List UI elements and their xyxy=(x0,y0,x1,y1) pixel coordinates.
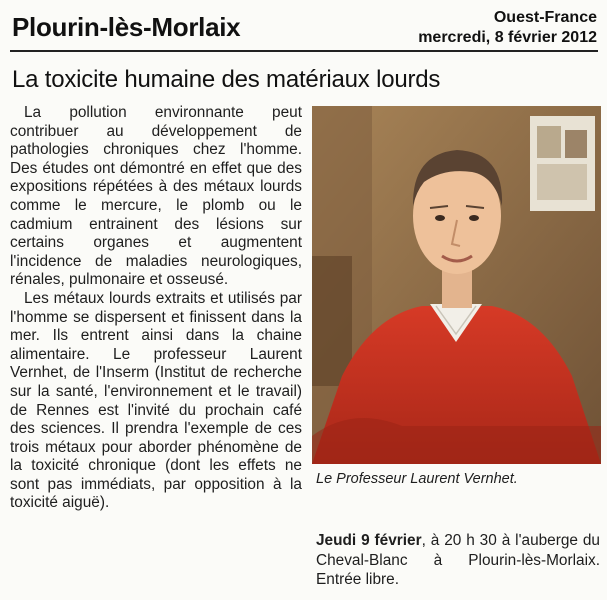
article-body xyxy=(10,104,302,513)
header-rule xyxy=(10,50,598,52)
article-headline: La toxicite humaine des matériaux lourds xyxy=(12,66,441,93)
article-paragraph-1: La pollution environnante peut contribuer au développement de pathologies chroniques chez l'homme. Des études ont démontré en effet que des expositions répétées à des métaux lourds comme le mercure, le plomb ou le cadmium entrainent des lésions sur certains organes et augmentent l'incidence de maladies neurologiques, rénales, pulmonaire et osseusé. xyxy=(10,104,302,289)
photo-caption: Le Professeur Laurent Vernhet. xyxy=(316,471,518,487)
event-info xyxy=(316,531,600,590)
portrait-illustration xyxy=(312,106,601,464)
event-date: Jeudi 9 février xyxy=(316,532,422,549)
newspaper-name: Ouest-France xyxy=(493,9,597,26)
publication-date: mercredi, 8 février 2012 xyxy=(418,29,597,46)
article-paragraph-2: Les métaux lourds extraits et utilisés par l'homme se dispersent et finissent dans la mer. Ils entrent ainsi dans la chaine alimentaire. Le professeur Laurent Vernhet, de l'Inserm (Institut de recherche sur la santé, l'environnement et le travail) de Rennes est l'invité du prochain café des sciences. Il prendra l'exemple de ces trois métaux pour aborder phénomène de la toxicité chronique (dont les effets ne sont pas immédiats, par opposition à la toxicité aiguë). xyxy=(10,289,302,512)
source-block xyxy=(418,8,597,48)
event-details: , à 20 h 30 à l'auberge du Cheval-Blanc à Plourin-lès-Morlaix. Entrée libre. xyxy=(316,532,600,588)
page-header xyxy=(0,0,607,56)
town-name: Plourin-lès-Morlaix xyxy=(12,12,241,42)
portrait-photo xyxy=(312,106,601,464)
